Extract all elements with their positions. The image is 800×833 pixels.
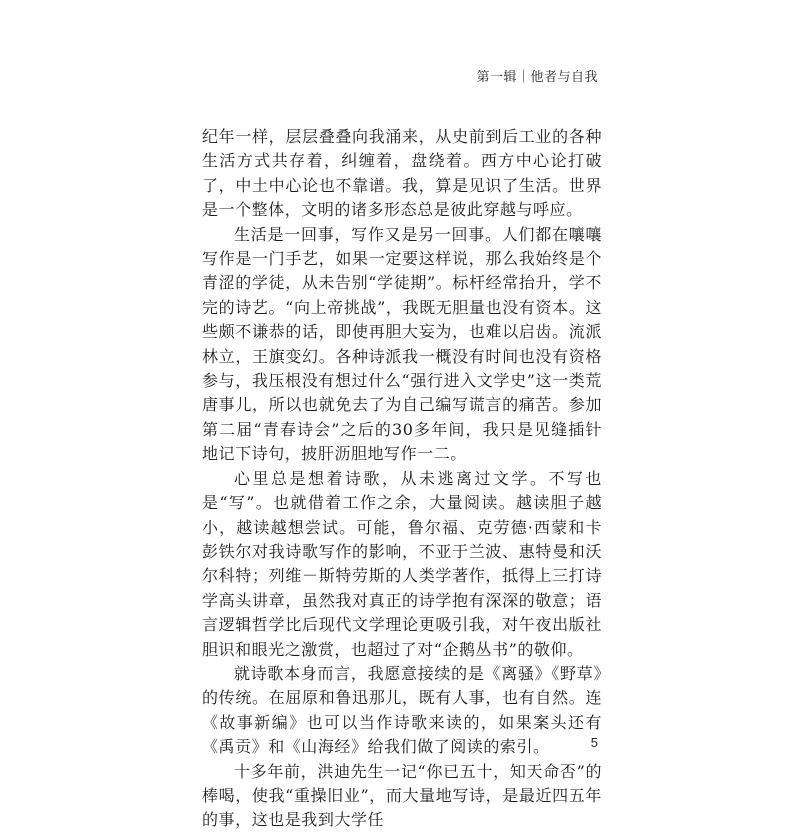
- paragraph: 就诗歌本身而言，我愿意接续的是《离骚》《野草》的传统。在屈原和鲁迅那儿，既有人事，也有自然。连《故事新编》也可以当作诗歌来读的，如果案头还有《禹贡》和《山海经》给我们做了阅读的索引。: [202, 663, 602, 757]
- running-header: 第一辑｜他者与自我: [476, 70, 598, 85]
- page-number: 5: [590, 735, 598, 750]
- paragraph: 纪年一样，层层叠叠向我涌来，从史前到后工业的各种生活方式共存着，纠缠着，盘绕着。西方中心论打破了，中土中心论也不靠谱。我，算是见识了生活。世界是一个整体，文明的诸多形态总是彼此穿越与呼应。: [202, 127, 602, 220]
- paragraph: 心里总是想着诗歌，从未逃离过文学。不写也是“写”。也就借着工作之余，大量阅读。越读胆子越小，越读越想尝试。可能，鲁尔福、克劳德·西蒙和卡彭铁尔对我诗歌写作的影响，不亚于兰波、惠特曼和沃尔科特；列维－斯特劳斯的人类学著作，抵得上三打诗学高头讲章，虽然我对真正的诗学抱有深深的敬意；语言逻辑哲学比后现代文学理论更吸引我，对午夜出版社胆识和眼光之激赏，也超过了对“企鹅丛书”的敬仰。: [202, 468, 602, 659]
- body-text: [202, 125, 602, 833]
- paragraph: 生活是一回事，写作又是另一回事。人们都在嚷嚷写作是一门手艺，如果一定要这样说，那么我始终是个青涩的学徒，从未告别“学徒期”。标杆经常抬升，学不完的诗艺。“向上帝挑战”，我既无胆量也没有资本。这些颇不谦恭的话，即使再胆大妄为，也难以启齿。流派林立，王旗变幻。各种诗派我一概没有时间也没有资格参与，我压根没有想过什么“强行进入文学史”这一类荒唐事儿，所以也就免去了为自己编写谎言的痛苦。参加第二届“青春诗会”之后的30多年间，我只是见缝插针地记下诗句，披肝沥胆地写作一二。: [202, 224, 602, 464]
- paragraph: 十多年前，洪迪先生一记“你已五十，知天命否”的棒喝，使我“重操旧业”，而大量地写诗，是最近四五年的事，这也是我到大学任: [202, 761, 602, 830]
